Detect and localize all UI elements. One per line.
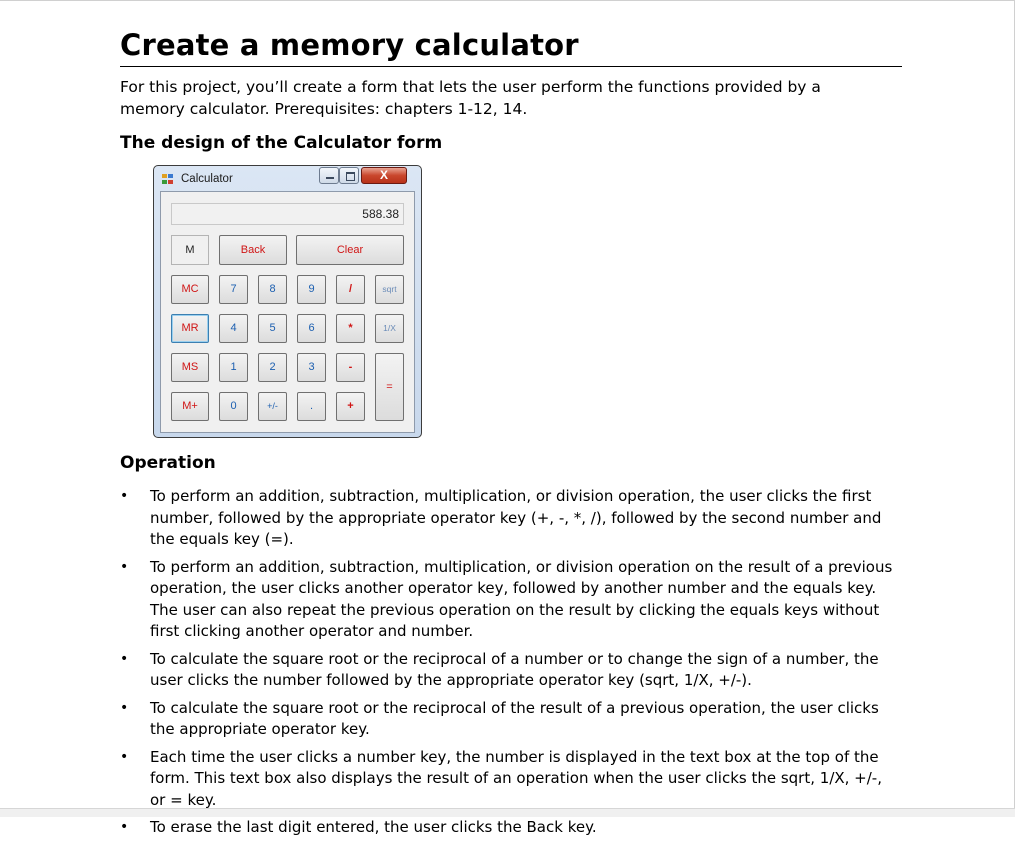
- bullet-glyph: •: [120, 558, 129, 575]
- mplus-button[interactable]: M+: [171, 392, 209, 421]
- maximize-button[interactable]: [339, 167, 359, 184]
- digit-4-button[interactable]: 4: [219, 314, 248, 343]
- digit-9-button[interactable]: 9: [297, 275, 326, 304]
- digit-5-button[interactable]: 5: [258, 314, 287, 343]
- window-title: Calculator: [181, 173, 233, 185]
- close-button[interactable]: X: [361, 167, 407, 184]
- list-item-text: To perform an addition, subtraction, multiplication, or division operation on the result of a previous operation, the user clicks another operator key, followed by another number and the equals key. The user can also repeat the previous operation on the result by clicking the equals keys without first clicking another operator and number.: [150, 557, 893, 640]
- calculator-client-area: [160, 191, 415, 433]
- page-border: [0, 0, 1015, 1]
- digit-3-button[interactable]: 3: [297, 353, 326, 382]
- list-item-text: To calculate the square root or the reciprocal of the result of a previous operation, the user clicks the appropriate operator key.: [150, 698, 879, 738]
- list-item-text: To perform an addition, subtraction, multiplication, or division operation, the user clicks the first number, followed by the appropriate operator key (+, -, *, /), followed by the second number and the equals key (=).: [150, 487, 882, 548]
- digit-0-button[interactable]: 0: [219, 392, 248, 421]
- decimal-button[interactable]: .: [297, 392, 326, 421]
- list-item: [120, 486, 900, 551]
- bullet-glyph: •: [120, 650, 129, 667]
- mc-button[interactable]: MC: [171, 275, 209, 304]
- digit-7-button[interactable]: 7: [219, 275, 248, 304]
- app-icon: [162, 174, 174, 185]
- page-title: Create a memory calculator: [120, 28, 902, 67]
- intro-paragraph: For this project, you’ll create a form that lets the user perform the functions provided by a memory calculator. Prerequisites: chapters 1-12, 14.: [120, 78, 821, 118]
- operation-list: [120, 486, 900, 845]
- digit-8-button[interactable]: 8: [258, 275, 287, 304]
- memory-indicator: M: [171, 235, 209, 265]
- minimize-icon: [326, 177, 334, 179]
- reciprocal-button[interactable]: 1/X: [375, 314, 404, 343]
- multiply-button[interactable]: *: [336, 314, 365, 343]
- design-heading: The design of the Calculator form: [120, 133, 443, 153]
- list-item: [120, 698, 900, 741]
- bullet-glyph: •: [120, 748, 129, 765]
- operation-heading: Operation: [120, 453, 216, 473]
- list-item: [120, 817, 900, 839]
- clear-button[interactable]: Clear: [296, 235, 404, 265]
- add-button[interactable]: +: [336, 392, 365, 421]
- digit-2-button[interactable]: 2: [258, 353, 287, 382]
- list-item: [120, 557, 900, 643]
- sqrt-button[interactable]: sqrt: [375, 275, 404, 304]
- bullet-glyph: •: [120, 488, 129, 504]
- list-item-text: To erase the last digit entered, the user clicks the Back key.: [150, 818, 597, 836]
- list-item: [120, 649, 900, 692]
- bullet-glyph: •: [120, 819, 129, 835]
- list-item: [120, 747, 900, 812]
- divide-button[interactable]: /: [336, 275, 365, 304]
- subtract-button[interactable]: -: [336, 353, 365, 382]
- maximize-icon: [346, 172, 355, 181]
- sign-button[interactable]: +/-: [258, 392, 287, 421]
- list-item-text: To calculate the square root or the reciprocal of a number or to change the sign of a number, the user clicks the number followed by the appropriate operator key (sqrt, 1/X, +/-).: [150, 649, 879, 689]
- mr-button[interactable]: MR: [171, 314, 209, 343]
- digit-1-button[interactable]: 1: [219, 353, 248, 382]
- calculator-window: [153, 165, 422, 438]
- minimize-button[interactable]: [319, 167, 339, 184]
- back-button[interactable]: Back: [219, 235, 287, 265]
- ms-button[interactable]: MS: [171, 353, 209, 382]
- display-textbox[interactable]: 588.38: [171, 203, 404, 225]
- bullet-glyph: •: [120, 699, 129, 716]
- list-item-text: Each time the user clicks a number key, the number is displayed in the text box at the top of the form. This text box also displays the result of an operation when the user clicks the sqrt, 1/X, +/-, or = key.: [150, 747, 882, 809]
- equals-button[interactable]: =: [375, 353, 404, 421]
- digit-6-button[interactable]: 6: [297, 314, 326, 343]
